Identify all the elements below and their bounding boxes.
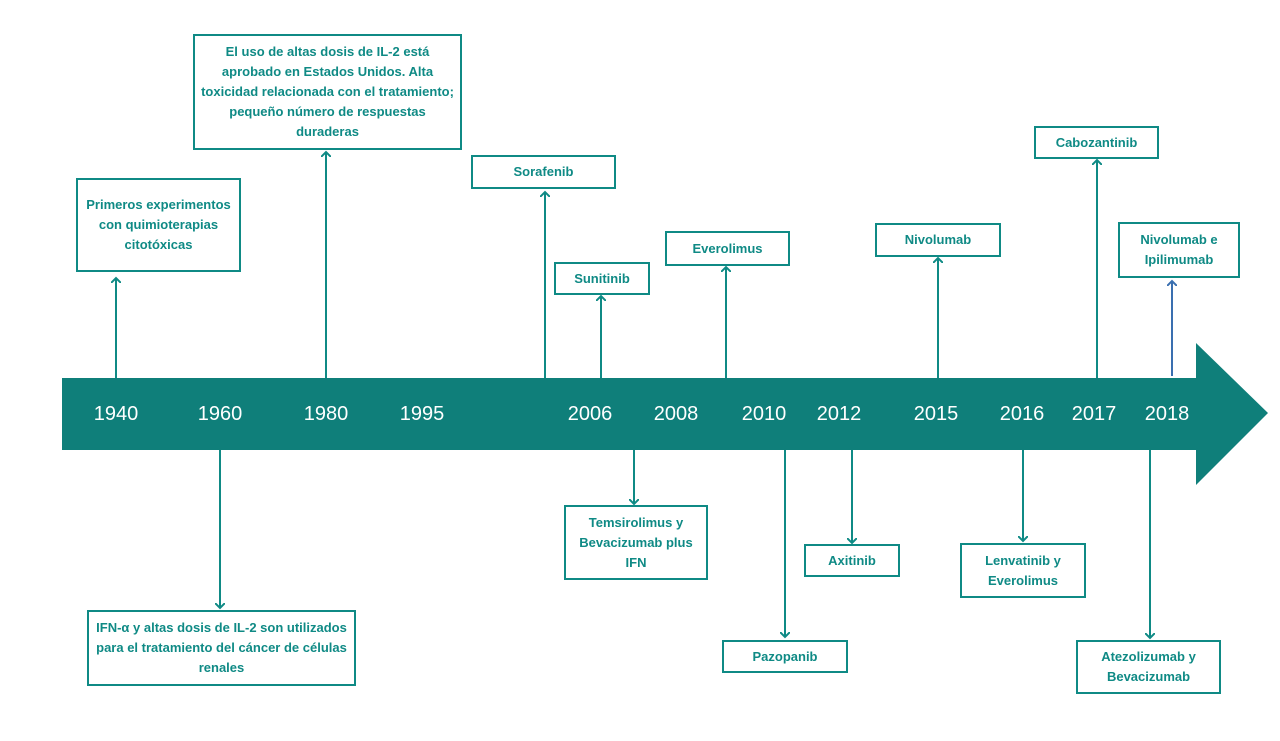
year-2015: 2015: [913, 403, 959, 425]
event-box-everolimus: [665, 231, 790, 266]
event-box-1940: [76, 178, 241, 272]
event-text-nivo-ipi: Nivolumab e Ipilimumab: [1140, 232, 1218, 267]
year-2017: 2017: [1071, 403, 1117, 425]
year-2006: 2006: [567, 403, 613, 425]
event-box-temsirolimus: [564, 505, 708, 580]
event-text-cabozantinib: Cabozantinib: [1055, 134, 1138, 150]
event-box-sorafenib: [471, 155, 616, 189]
event-text-axitinib: Axitinib: [828, 552, 876, 568]
event-text-temsirolimus: Temsirolimus y Bevacizumab plus IFN: [579, 514, 693, 570]
year-1960: 1960: [197, 403, 243, 425]
event-text-sorafenib: Sorafenib: [513, 164, 574, 179]
event-text-atezolizumab: Atezolizumab y Bevacizumab: [1101, 649, 1196, 684]
event-box-1960: [87, 610, 356, 686]
event-box-nivolumab: [875, 223, 1001, 257]
event-box-cabozantinib: [1034, 126, 1159, 159]
event-text-1940: Primeros experimentos con quimioterapias citotóxicas: [86, 197, 231, 252]
event-box-atezolizumab: [1076, 640, 1221, 694]
year-2008: 2008: [653, 403, 699, 425]
year-1980: 1980: [303, 403, 349, 425]
event-box-axitinib: [804, 544, 900, 577]
event-box-1980: [193, 34, 462, 150]
event-box-nivo-ipi: [1118, 222, 1240, 278]
event-text-1980: El uso de altas dosis de IL-2 está aprobado en Estados Unidos. Alta toxicidad relacionada con el tratamiento; pequeño número de respuestas duraderas: [201, 44, 454, 139]
event-box-pazopanib: [722, 640, 848, 673]
event-text-pazopanib: Pazopanib: [752, 648, 818, 664]
event-text-everolimus: Everolimus: [692, 240, 763, 256]
event-text-1960: IFN-α y altas dosis de IL-2 son utilizados para el tratamiento del cáncer de células renales: [96, 620, 347, 675]
event-text-nivolumab: Nivolumab: [904, 232, 972, 247]
event-box-sunitinib: [554, 262, 650, 295]
year-2016: 2016: [999, 403, 1045, 425]
event-box-lenvatinib: [960, 543, 1086, 598]
year-2012: 2012: [816, 403, 862, 425]
year-1940: 1940: [93, 403, 139, 425]
year-2010: 2010: [741, 403, 787, 425]
year-2018: 2018: [1144, 403, 1190, 425]
event-text-lenvatinib: Lenvatinib y Everolimus: [985, 552, 1061, 588]
year-1995: 1995: [399, 403, 445, 425]
event-text-sunitinib: Sunitinib: [574, 270, 630, 286]
